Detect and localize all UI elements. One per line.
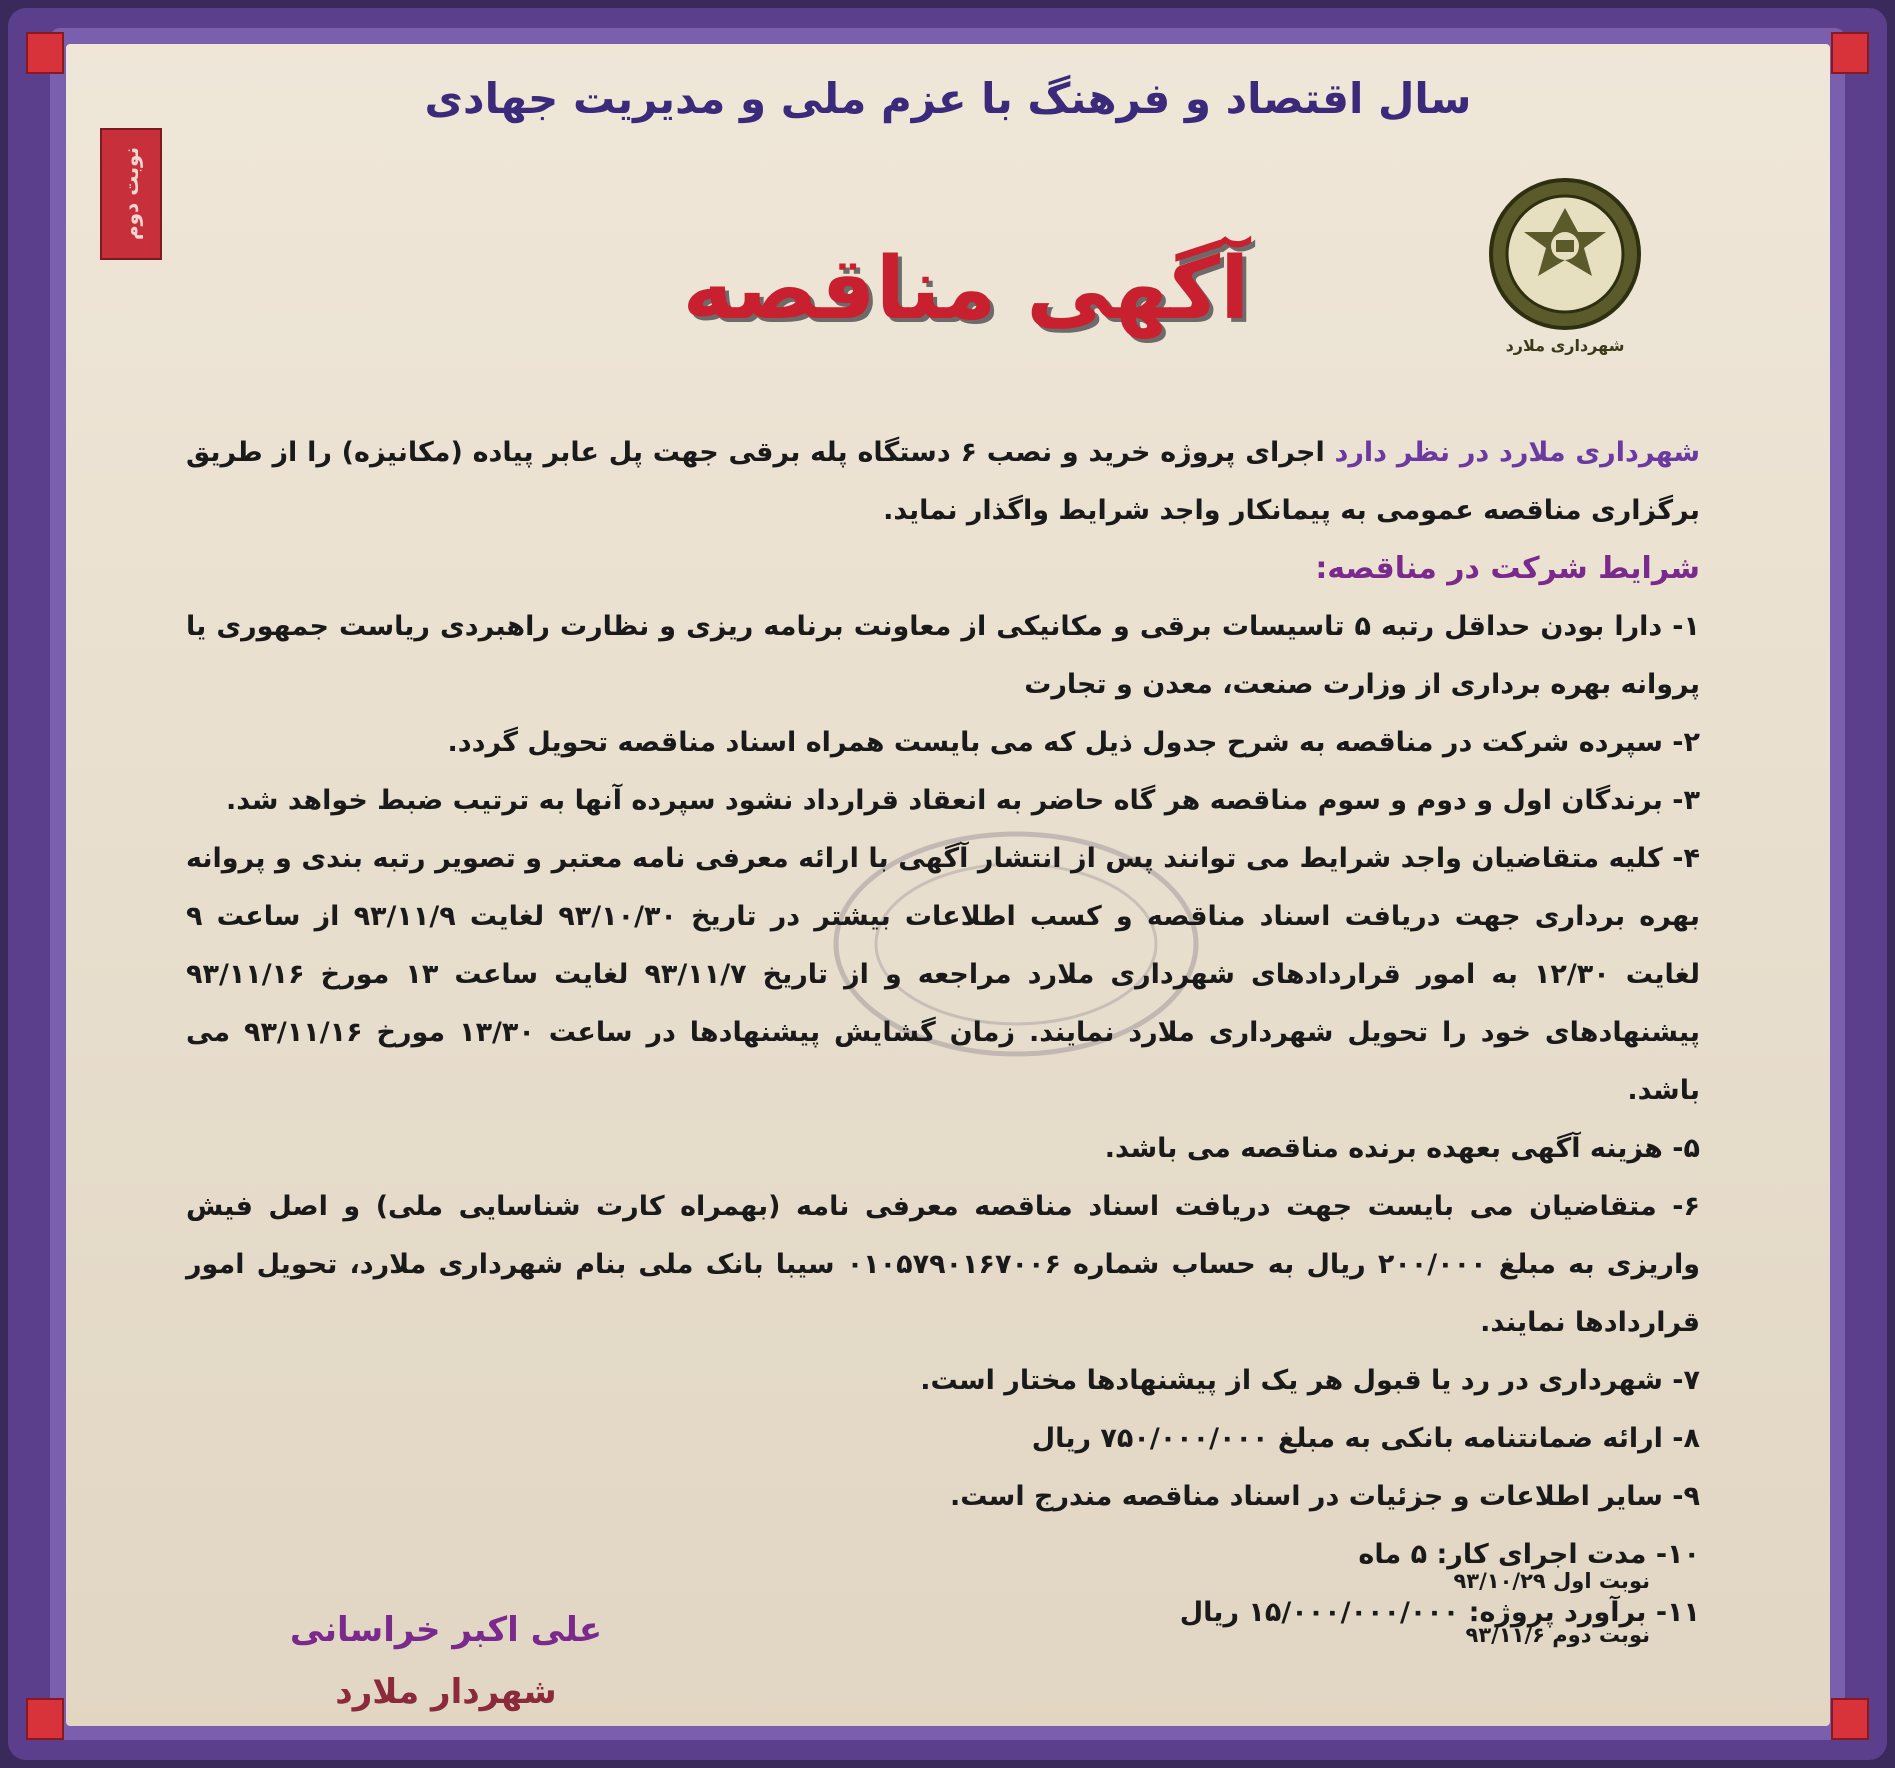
corner-ornament <box>1831 32 1869 74</box>
conditions-list <box>186 598 1700 1642</box>
round-badge <box>100 128 162 260</box>
signature-block <box>286 1599 606 1723</box>
notice-paper <box>66 44 1830 1726</box>
intro-paragraph <box>186 424 1700 540</box>
year-slogan: سال اقتصاد و فرهنگ با عزم ملی و مدیریت جهادی <box>424 74 1472 123</box>
corner-ornament <box>26 1698 64 1740</box>
first-publication: نوبت اول ۹۳/۱۰/۲۹ <box>1453 1569 1650 1593</box>
condition-item: ۱۱- برآورد پروژه: ۱۵/۰۰۰/۰۰۰/۰۰۰ ریال <box>1179 1597 1700 1628</box>
conditions-heading: شرایط شرکت در مناقصه: <box>1315 551 1700 586</box>
outer-frame <box>8 8 1887 1760</box>
condition-item: ۲- سپرده شرکت در مناقصه به شرح جدول ذیل که می بایست همراه اسناد مناقصه تحویل گردد. <box>447 727 1700 758</box>
notice-body <box>186 424 1700 1642</box>
municipality-logo <box>1480 174 1650 364</box>
round-badge-label: نوبت دوم <box>119 147 143 241</box>
condition-item: ۴- کلیه متقاضیان واجد شرایط می توانند پس از انتشار آگهی با ارائه معرفی نامه معتبر و تصویر رتبه بندی و پروانه بهره برداری جهت دریافت اسناد مناقصه و کسب اطلاعات بیشتر در تاریخ ۹۳/۱۰/۳۰ لغایت ۹۳/۱۱/۹ از ساعت ۹ لغایت ۱۲/۳۰ به امور قراردادهای شهرداری ملارد مراجعه و از تاریخ ۹۳/۱۱/۷ لغایت ساعت ۱۳ مورخ ۹۳/۱۱/۱۶ پیشنهادهای خود را تحویل شهرداری ملارد نمایند. زمان گشایش پیشنهادها در ساعت ۱۳/۳۰ مورخ ۹۳/۱۱/۱۶ می باشد. <box>186 843 1701 1106</box>
condition-item: ۹- سایر اطلاعات و جزئیات در اسناد مناقصه مندرج است. <box>949 1481 1700 1512</box>
emblem-icon <box>1480 174 1650 334</box>
signer-role: شهردار ملارد <box>335 1672 557 1712</box>
condition-item: ۶- متقاضیان می بایست جهت دریافت اسناد مناقصه معرفی نامه (بهمراه کارت شناسایی ملی) و اصل فیش واریزی به مبلغ ۲۰۰/۰۰۰ ریال به حساب شماره ۰۱۰۵۷۹۰۱۶۷۰۰۶ سیبا بانک ملی بنام شهرداری ملارد، تحویل امور قراردادها نمایند. <box>186 1191 1700 1338</box>
condition-item: ۸- ارائه ضمانتنامه بانکی به مبلغ ۷۵۰/۰۰۰/۰۰۰ ریال <box>1031 1423 1700 1454</box>
condition-item: ۵- هزینه آگهی بعهده برنده مناقصه می باشد. <box>1104 1133 1700 1164</box>
logo-caption: شهرداری ملارد <box>1505 336 1625 355</box>
condition-item: ۳- برندگان اول و دوم و سوم مناقصه هر گاه حاضر به انعقاد قرارداد نشود سپرده آنها به ترتیب ضبط خواهد شد. <box>226 785 1700 816</box>
corner-ornament <box>1831 1698 1869 1740</box>
condition-item: ۱- دارا بودن حداقل رتبه ۵ تاسیسات برقی و مکانیکی از معاونت برنامه ریزی و نظارت راهبردی ریاست جمهوری یا پروانه بهره برداری از وزارت صنعت، معدن و تجارت <box>186 611 1700 700</box>
intro-rest: اجرای پروژه خرید و نصب ۶ دستگاه پله برقی جهت پل عابر پیاده (مکانیزه) را از طریق برگزاری مناقصه عمومی به پیمانکار واجد شرایط واگذار نماید. <box>186 437 1700 526</box>
notice-title: آگهی مناقصه <box>682 239 1250 339</box>
condition-item: ۱۰- مدت اجرای کار: ۵ ماه <box>1358 1539 1700 1570</box>
intro-lead: شهرداری ملارد در نظر دارد <box>1334 437 1700 468</box>
publication-dates <box>1453 1554 1650 1662</box>
corner-ornament <box>26 32 64 74</box>
signer-name: علی اکبر خراسانی <box>289 1610 603 1650</box>
second-publication: نوبت دوم ۹۳/۱۱/۶ <box>1465 1623 1650 1647</box>
condition-item: ۷- شهرداری در رد یا قبول هر یک از پیشنهادها مختار است. <box>920 1365 1700 1396</box>
